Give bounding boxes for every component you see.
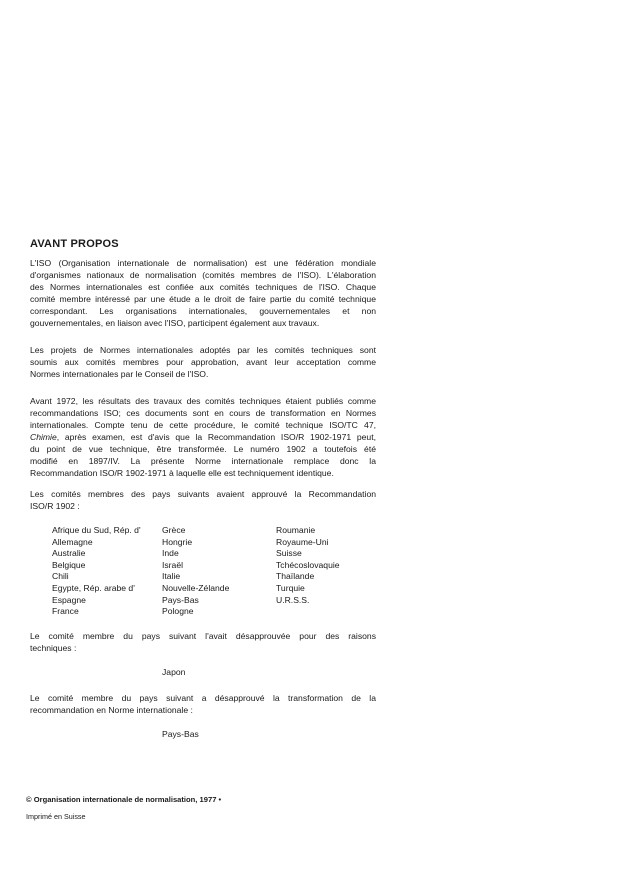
paragraph-history — [30, 395, 376, 479]
printed-in-notice: Imprimé en Suisse — [26, 812, 86, 821]
country-item: Belgique — [52, 559, 86, 570]
text-line: correspondant. Les organisations internationales, gouvernementales et non — [30, 306, 376, 316]
country-item: Tchécoslovaquie — [276, 559, 340, 570]
country-item: Grèce — [162, 525, 186, 535]
paragraph-disapproval-transformation — [30, 692, 376, 716]
text-line: du point de vue technique, être transformée. Le numéro 1902 a toutefois été — [30, 444, 376, 454]
text-line: des Normes internationales est confiée aux comités techniques de l'ISO. Chaque — [30, 282, 376, 292]
country-item: Turquie — [276, 582, 305, 593]
country-column-3 — [276, 525, 396, 606]
text-line: modifié en 1897/IV. La présente Norme internationale remplace donc la — [30, 456, 376, 466]
paragraph-approvals — [30, 488, 376, 512]
country-item: Espagne — [52, 594, 86, 605]
paragraph-iso-intro — [30, 257, 376, 329]
section-title: AVANT PROPOS — [30, 238, 119, 250]
text-line: d'organismes nationaux de normalisation (comités membres de l'ISO). L'élaboration — [30, 270, 376, 280]
country-item: Chili — [52, 571, 69, 582]
text-line: internationales. Compte tenu de cette procédure, le comité technique ISO/TC 47, — [30, 420, 376, 430]
disapproving-country-netherlands: Pays-Bas — [162, 729, 199, 739]
country-item: Afrique du Sud, Rép. d' — [52, 525, 141, 535]
text-line — [30, 431, 376, 443]
country-item: Allemagne — [52, 536, 93, 547]
text-line: recommandations ISO; ces documents sont en cours de transformation en Normes — [30, 408, 376, 418]
text-line: Le comité membre du pays suivant a désapprouvé la transformation de la — [30, 693, 376, 703]
text-line: Recommandation ISO/R 1902-1971 à laquelle elle est techniquement identique. — [30, 468, 334, 478]
disapproving-country-japan: Japon — [162, 667, 186, 677]
country-item: Italie — [162, 571, 181, 582]
country-item: Royaume-Uni — [276, 536, 329, 547]
country-item: Pologne — [162, 606, 194, 617]
text-line: comité membre intéressé par une étude a le droit de faire partie du comité technique — [30, 294, 376, 304]
country-item: Nouvelle-Zélande — [162, 582, 230, 593]
country-item: Australie — [52, 548, 86, 559]
paragraph-draft-standards — [30, 344, 376, 380]
country-column-1 — [52, 525, 172, 618]
country-column-2 — [162, 525, 282, 618]
country-item: France — [52, 606, 79, 617]
text-line: Le comité membre du pays suivant l'avait désapprouvée pour des raisons — [30, 631, 376, 641]
text-line: techniques : — [30, 643, 77, 653]
text-line: soumis aux comités membres pour approbation, avant leur acceptation comme — [30, 357, 376, 367]
country-item: Egypte, Rép. arabe d' — [52, 582, 135, 593]
country-item: Hongrie — [162, 536, 193, 547]
country-item: Thaïlande — [276, 571, 315, 582]
text-line: Les comités membres des pays suivants avaient approuvé la Recommandation — [30, 489, 376, 499]
committee-name: Chimie — [30, 432, 57, 442]
country-item: Pays-Bas — [162, 594, 199, 605]
text-line: Les projets de Normes internationales adoptés par les comités techniques sont — [30, 345, 376, 355]
copyright-notice: © Organisation internationale de normalisation, 1977 • — [26, 795, 222, 804]
text-line: L'ISO (Organisation internationale de normalisation) est une fédération mondiale — [30, 258, 376, 268]
text-line: recommandation en Norme internationale : — [30, 705, 193, 715]
text-fragment: , après examen, est d'avis que la Recommandation ISO/R 1902-1971 peut, — [56, 432, 376, 442]
text-line: gouvernementales, en liaison avec l'ISO, participent également aux travaux. — [30, 318, 320, 328]
country-item: Suisse — [276, 548, 302, 559]
text-line: Normes internationales par le Conseil de l'ISO. — [30, 369, 209, 379]
country-item: Israël — [162, 559, 184, 570]
country-item: U.R.S.S. — [276, 594, 310, 605]
text-line: ISO/R 1902 : — [30, 501, 80, 511]
country-item: Inde — [162, 548, 179, 559]
paragraph-disapproval-technical — [30, 630, 376, 654]
text-line: Avant 1972, les résultats des travaux des comités techniques étaient publiés comme — [30, 396, 376, 406]
country-item: Roumanie — [276, 525, 316, 535]
